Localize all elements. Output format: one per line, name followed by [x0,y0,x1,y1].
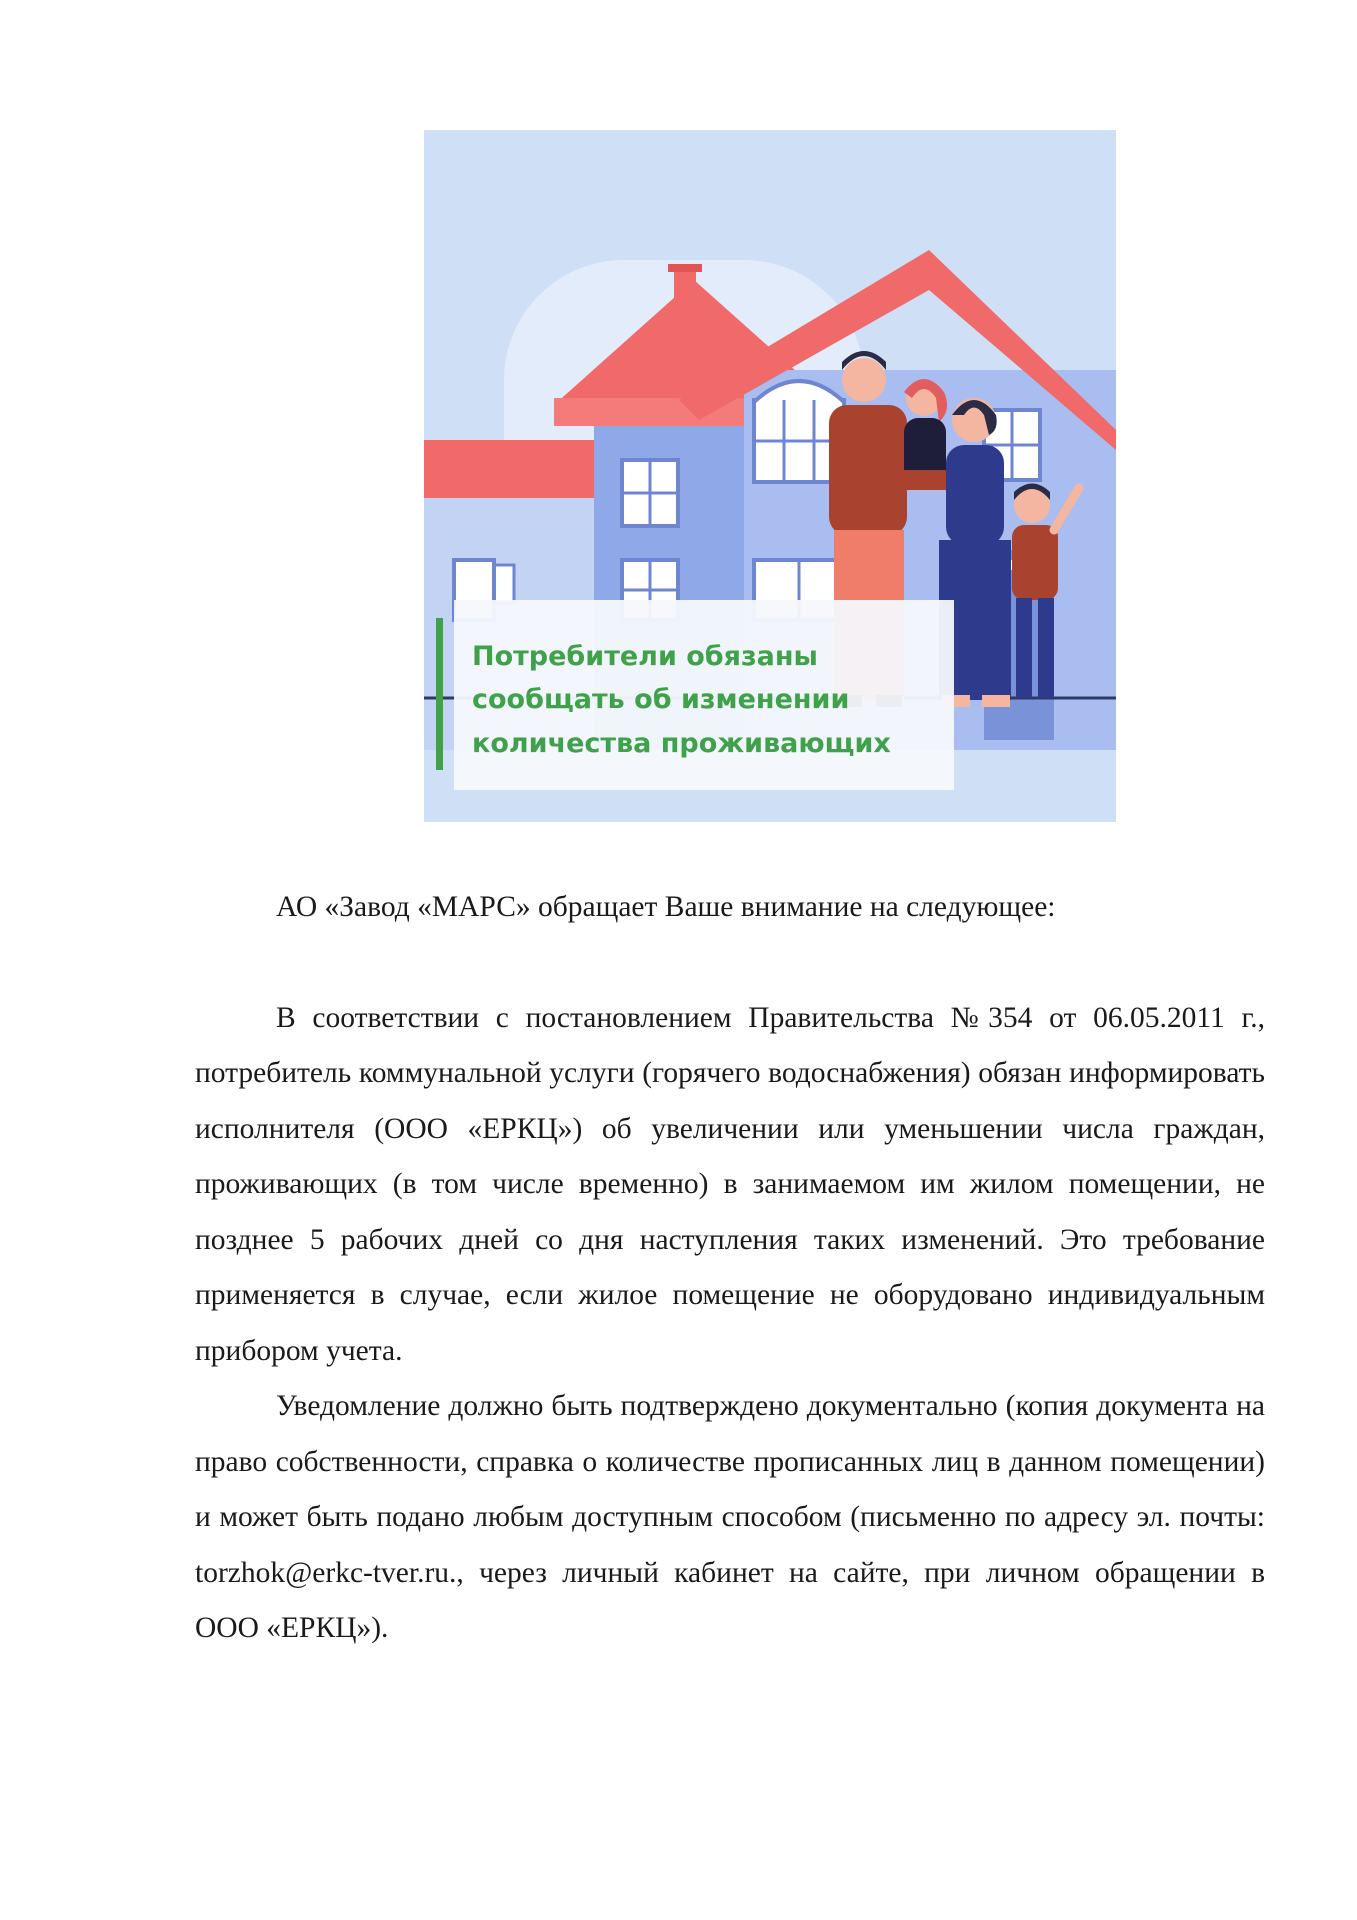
house-family-illustration [424,130,1116,822]
paragraph-2: Уведомление должно быть подтверждено документально (копия документа на право собственности, справка о количестве прописанных лиц в данном помещении) и может быть подано любым доступным способом (письменно по адресу эл. почты: torzhok@erkc-tver.ru., через личный кабинет на сайте, при личном обращении в ООО «ЕРКЦ»). [195,1390,1265,1644]
caption-line-3: количества проживающих [472,728,891,759]
document-body [195,880,1265,1657]
banner-illustration [424,130,1116,822]
chimney-cap [668,264,702,272]
blank-line [195,936,1265,991]
left-roof [424,440,594,498]
chimney [674,270,696,310]
intro-line: АО «Завод «МАРС» обращает Ваше внимание на следующее: [276,891,1056,923]
caption-accent-bar [436,618,443,770]
caption-line-2: сообщать об изменении [472,684,850,715]
paragraph-1: В соответствии с постановлением Правительства №354 от 06.05.2011 г., потребитель коммунальной услуги (горячего водоснабжения) обязан информировать исполнителя (ООО «ЕРКЦ») об увеличении или уменьшении числа граждан, проживающих (в том числе временно) в занимаемом им жилом помещении, не позднее 5 рабочих дней со дня наступления таких изменений. Это требование применяется в случае, если жилое помещение не оборудовано индивидуальным прибором учета. [195,1001,1265,1367]
caption-line-1: Потребители обязаны [472,641,818,672]
